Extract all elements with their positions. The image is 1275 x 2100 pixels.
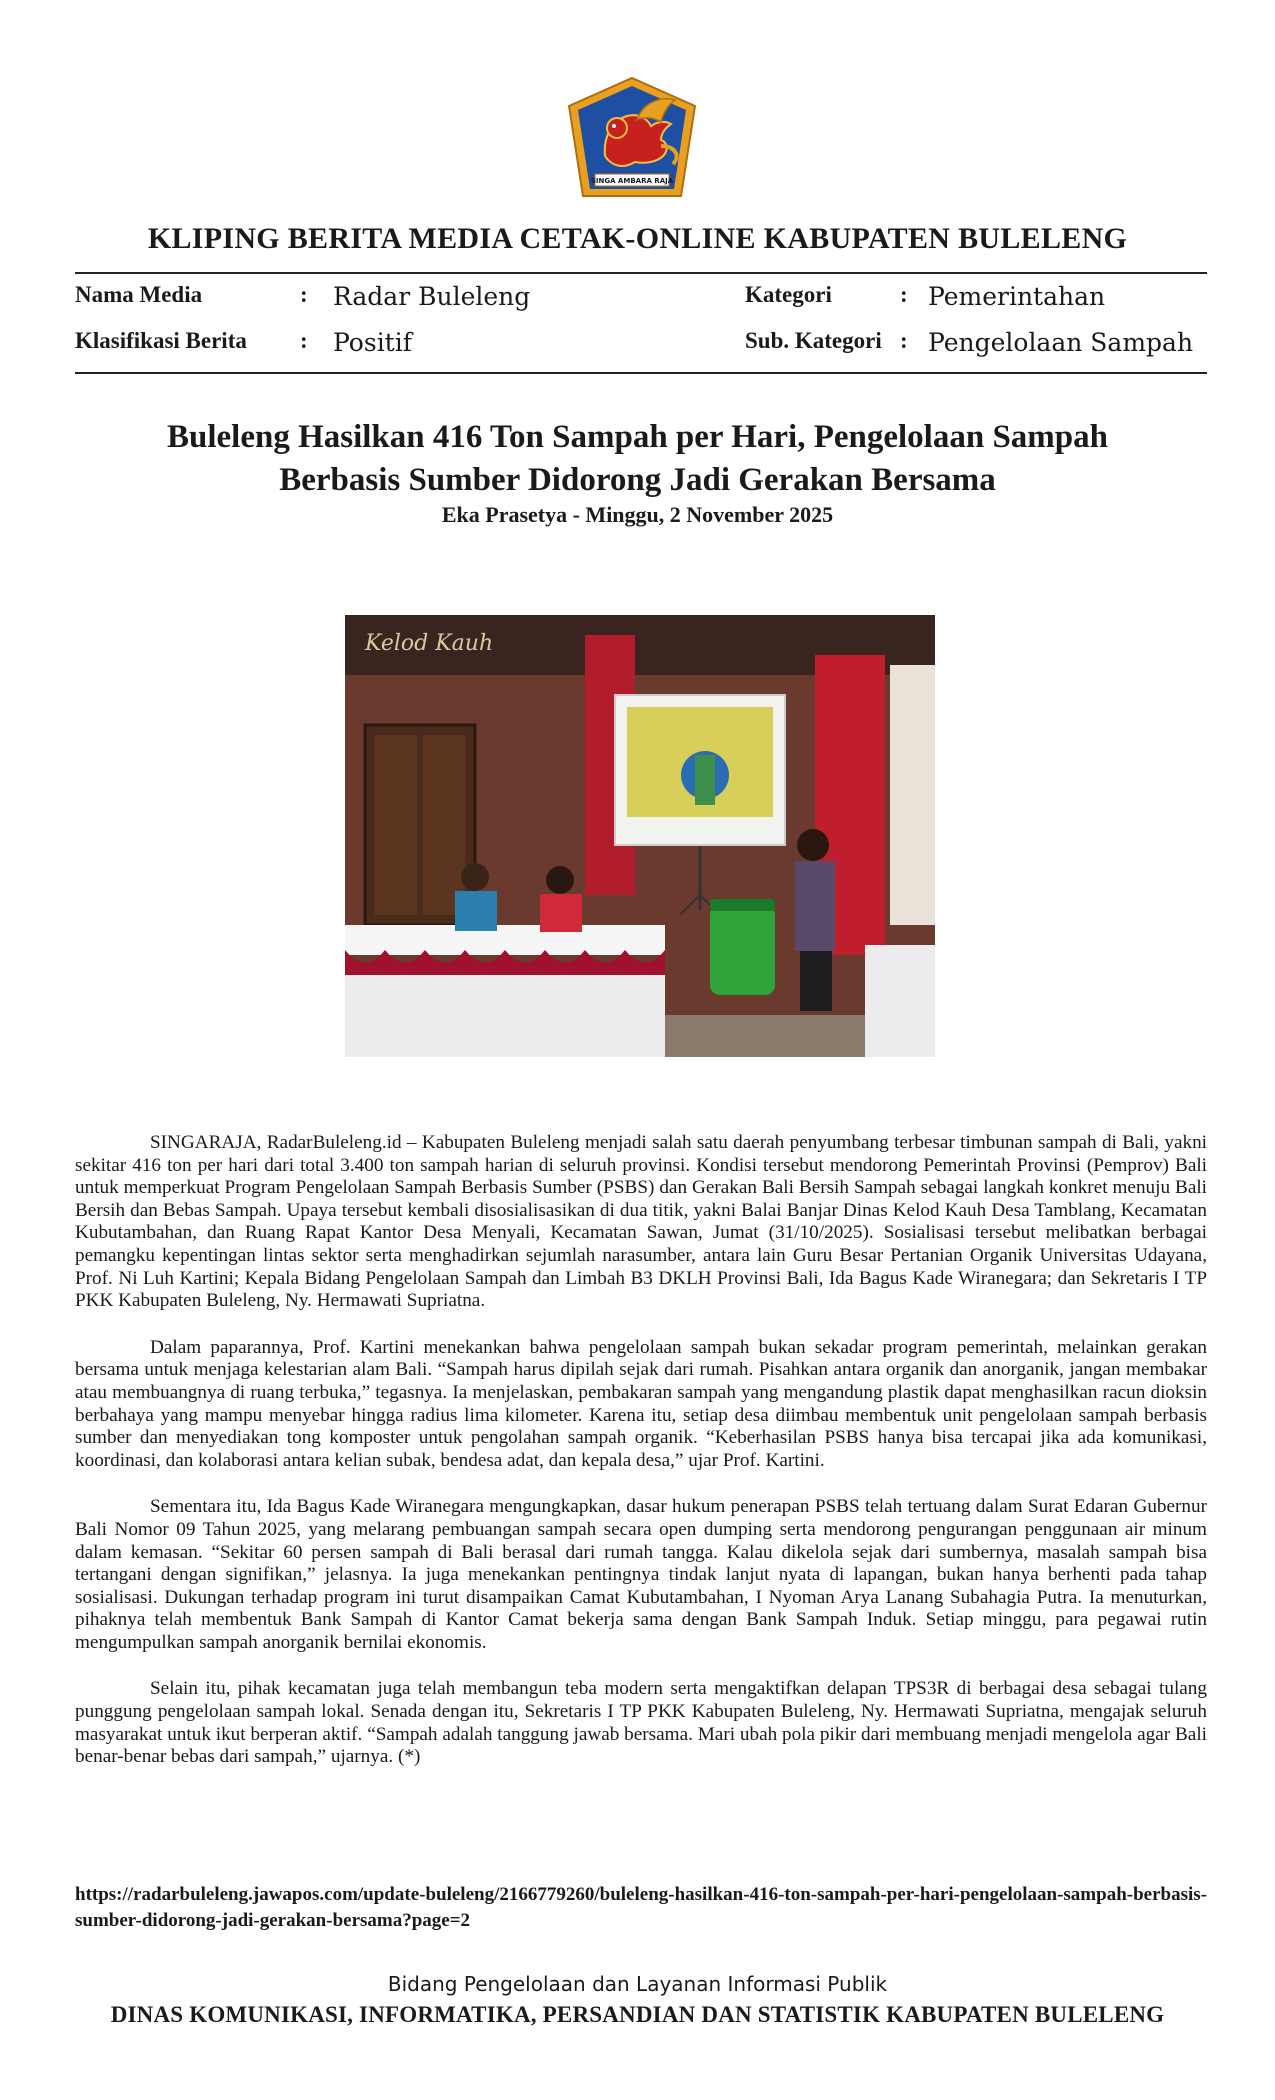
footer-department: Bidang Pengelolaan dan Layanan Informasi Publik bbox=[387, 1972, 888, 1996]
media-label: Nama Media bbox=[75, 282, 203, 307]
article-paragraph: SINGARAJA, RadarBuleleng.id – Kabupaten Buleleng menjadi salah satu daerah penyumbang terbesar timbunan sampah di Bali, yakni sekitar 416 ton per hari dari total 3.400 ton sampah harian di seluruh provinsi. Kondisi tersebut mendorong Pemerintah Provinsi (Pemprov) Bali untuk memperkuat Program Pengelolaan Sampah Berbasis Sumber (PSBS) dan Gerakan Bali Bersih Sampah sebagai langkah konkret menuju Bali Bersih dan Bebas Sampah. Upaya tersebut kembali disosialisasikan di dua titik, yakni Balai Banjar Dinas Kelod Kauh Desa Tamblang, Kecamatan Kubutambahan, dan Ruang Rapat Kantor Desa Menyali, Kecamatan Sawan, Jumat (31/10/2025). Sosialisasi tersebut melibatkan berbagai pemangku kepentingan lintas sektor serta menghadirkan sejumlah narasumber, antara lain Guru Besar Pertanian Organik Universitas Udayana, Prof. Ni Luh Kartini; Kepala Bidang Pengelolaan Sampah dan Limbah B3 DKLH Provinsi Bali, Ida Bagus Kade Wiranegara; dan Sekretaris I TP PKK Kabupaten Buleleng, Ny. Hermawati Supriatna. bbox=[75, 1132, 1207, 1312]
masthead-title: KLIPING BERITA MEDIA CETAK-ONLINE KABUPATEN BULELENG bbox=[147, 222, 1128, 255]
source-url-link[interactable]: https://radarbuleleng.jawapos.com/update-buleleng/2166779260/buleleng-hasilkan-416-ton-sampah-per-hari-pengelolaan-sampah-berbasis-sumber-didorong-jadi-gerakan-bersama?page=2 bbox=[75, 1884, 1207, 1931]
kategori-value: Pemerintahan bbox=[928, 282, 1106, 311]
subkategori-value: Pengelolaan Sampah bbox=[928, 328, 1194, 357]
headline-line-2: Berbasis Sumber Didorong Jadi Gerakan Bersama bbox=[279, 462, 996, 498]
article-photo bbox=[345, 615, 935, 1057]
article-paragraph: Sementara itu, Ida Bagus Kade Wiranegara mengungkapkan, dasar hukum penerapan PSBS telah tertuang dalam Surat Edaran Gubernur Bali Nomor 09 Tahun 2025, yang melarang pembuangan sampah secara open dumping serta mendorong pengurangan penggunaan air minum dalam kemasan. “Sekitar 60 persen sampah di Bali berasal dari rumah tangga. Kalau dikelola sejak dari sumbernya, masalah sampah bisa tertangani dengan signifikan,” jelasnya. Ia juga menekankan pentingnya tindak lanjut nyata di lapangan, bukan hanya berhenti pada tahap sosialisasi. Dukungan terhadap program ini turut disampaikan Camat Kubutambahan, I Nyoman Arya Lanang Subahagia Putra. Ia menuturkan, pihaknya telah membentuk Bank Sampah di Kantor Camat bekerja sama dengan Bank Sampah Induk. Setiap minggu, para pegawai rutin mengumpulkan sampah anorganik bernilai ekonomis. bbox=[75, 1496, 1207, 1653]
media-value: Radar Buleleng bbox=[333, 282, 531, 311]
kategori-colon: : bbox=[900, 282, 908, 307]
photo-banner-text: Kelod Kauh bbox=[365, 631, 494, 656]
coat-of-arms-logo bbox=[565, 76, 699, 200]
footer-office: DINAS KOMUNIKASI, INFORMATIKA, PERSANDIAN DAN STATISTIK KABUPATEN BULELENG bbox=[110, 2002, 1165, 2027]
article-paragraph: Dalam paparannya, Prof. Kartini menekankan bahwa pengelolaan sampah bukan sekadar program pemerintah, melainkan gerakan bersama untuk menjaga kelestarian alam Bali. “Sampah harus dipilah sejak dari rumah. Pisahkan antara organik dan anorganik, jangan membakar atau membuangnya di ruang terbuka,” tegasnya. Ia menjelaskan, pembakaran sampah yang mengandung plastik dapat menghasilkan racun dioksin berbahaya yang mampu menyebar hingga radius lima kilometer. Karena itu, setiap desa diimbau membentuk unit pengelolaan sampah berbasis sumber dan menyediakan tong komposter untuk pengolahan sampah organik. “Keberhasilan PSBS hanya bisa tercapai jika ada komunikasi, koordinasi, dan kolaborasi antara kelian subak, bendesa adat, dan kepala desa,” ujar Prof. Kartini. bbox=[75, 1336, 1207, 1471]
klasifikasi-label: Klasifikasi Berita bbox=[75, 328, 247, 353]
subkategori-label: Sub. Kategori bbox=[745, 328, 882, 353]
media-colon: : bbox=[300, 282, 308, 307]
article-byline: Eka Prasetya - Minggu, 2 November 2025 bbox=[441, 502, 834, 527]
headline-line-1: Buleleng Hasilkan 416 Ton Sampah per Hari, Pengelolaan Sampah bbox=[166, 419, 1108, 455]
klasifikasi-colon: : bbox=[300, 328, 308, 353]
lion-crest-icon bbox=[565, 76, 699, 200]
subkategori-colon: : bbox=[900, 328, 908, 353]
article-paragraph: Selain itu, pihak kecamatan juga telah membangun teba modern serta mengaktifkan delapan TPS3R di berbagai desa sebagai tulang punggung pengelolaan sampah lokal. Senada dengan itu, Sekretaris I TP PKK Kabupaten Buleleng, Ny. Hermawati Supriatna, mengajak seluruh masyarakat untuk ikut berperan aktif. “Sampah adalah tanggung jawab bersama. Mari ubah pola pikir dari membuang menjadi mengelola agar Bali benar-benar bebas dari sampah,” ujarnya. (*) bbox=[75, 1678, 1207, 1768]
logo-motto: SINGA AMBARA RAJA bbox=[590, 177, 674, 185]
event-photo-illustration bbox=[345, 615, 935, 1057]
bottom-rule bbox=[75, 372, 1207, 374]
top-rule bbox=[75, 272, 1207, 274]
article-headline bbox=[75, 416, 1200, 502]
klasifikasi-value: Positif bbox=[333, 328, 412, 357]
article-body bbox=[75, 1132, 1207, 1793]
kategori-label: Kategori bbox=[745, 282, 832, 307]
